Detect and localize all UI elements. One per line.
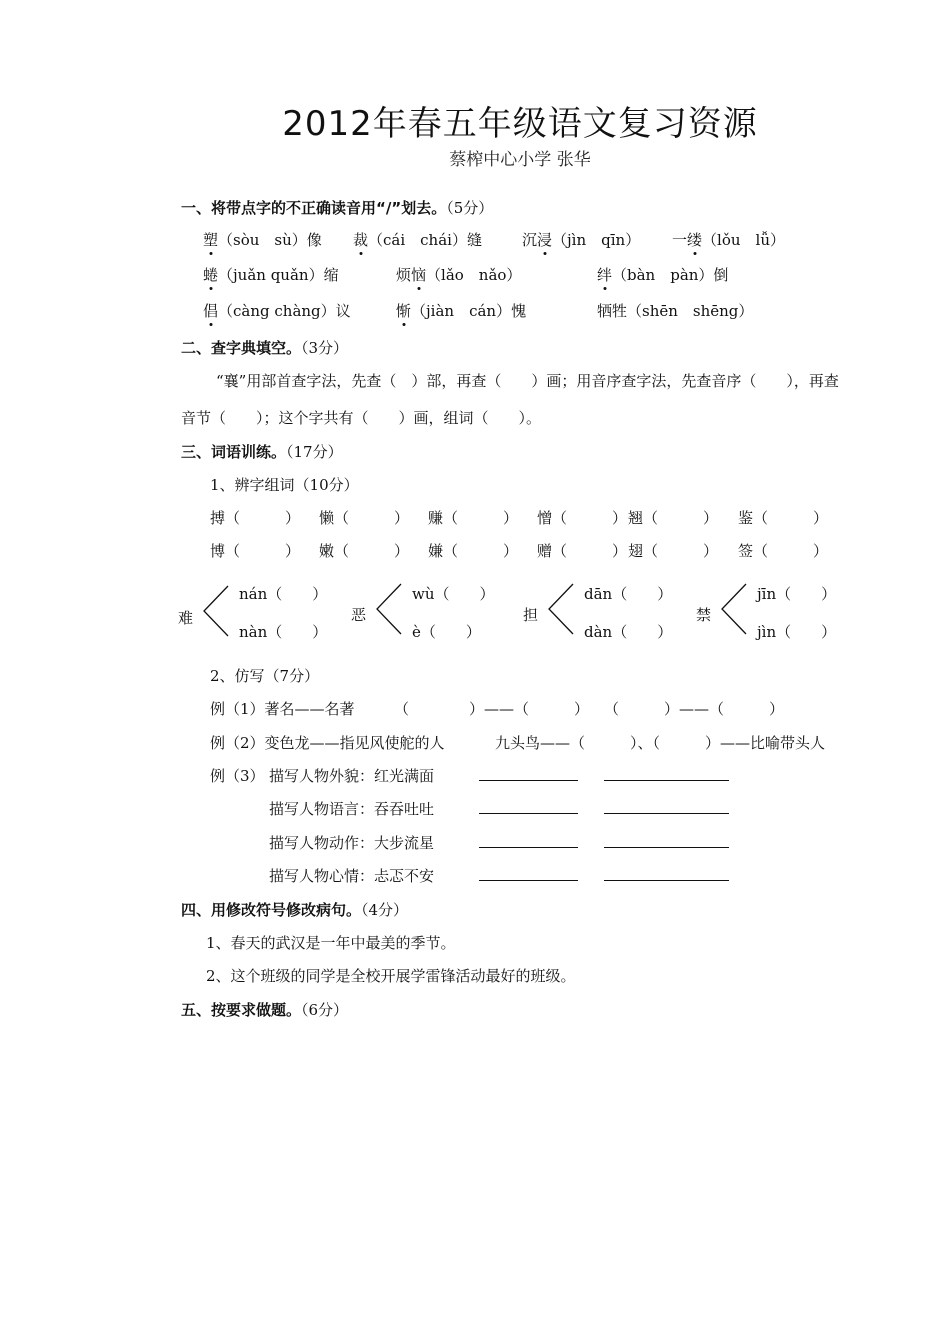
- polyphone-reading: è（ ）: [412, 623, 481, 641]
- section-5-heading: 五、按要求做题。（6分）: [181, 1001, 349, 1019]
- polyphone-reading: nán（ ）: [239, 585, 328, 603]
- s1-item: 惭（jiàn cán）愧: [396, 302, 527, 320]
- s1-item: 烦恼（lǎo nǎo）: [396, 266, 522, 284]
- word-pair-item: 博（ ）: [210, 542, 301, 560]
- example-1-blanks: （ ）——（ ） （ ）——（ ）: [394, 700, 785, 718]
- s1-item: 蜷（juǎn quǎn）缩: [203, 266, 339, 284]
- s1-item: 绊（bàn pàn）倒: [597, 266, 729, 284]
- s1-item: 裁（cái chái）缝: [353, 231, 482, 249]
- word-pair-item: 憎（ ）: [537, 509, 628, 527]
- word-pair-item: 搏（ ）: [210, 509, 301, 527]
- answer-line[interactable]: [604, 766, 729, 781]
- s1-item: 塑（sòu sù）像: [203, 231, 322, 249]
- word-pair-item: 赚（ ）: [428, 509, 519, 527]
- example-2-rest: 九头鸟——（ ）、（ ）——比喻带头人: [495, 734, 826, 752]
- word-pair-item: 翅（ ）: [628, 542, 719, 560]
- s3-sub-2: 2、仿写（7分）: [210, 667, 320, 685]
- s2-question-line-2: 音节（ ）；这个字共有（ ）画，组词（ ）。: [181, 409, 542, 427]
- section-2-heading: 二、查字典填空。（3分）: [181, 339, 349, 357]
- bracket-icon: [718, 582, 750, 636]
- polyphone-char: 难: [178, 609, 194, 627]
- example-3-item: 描写人物心情：忐忑不安: [269, 867, 435, 885]
- example-3-prefix: 例（3）: [210, 767, 265, 785]
- example-3-item: 描写人物语言：吞吞吐吐: [269, 800, 435, 818]
- example-3-item: 描写人物外貌：红光满面: [269, 767, 435, 785]
- bracket-icon: [373, 582, 405, 636]
- word-pair-item: 鉴（ ）: [738, 509, 829, 527]
- word-pair-item: 嫩（ ）: [319, 542, 410, 560]
- word-pair-item: 嫌（ ）: [428, 542, 519, 560]
- s1-item: 牺牲（shēn shēng）: [597, 302, 754, 320]
- s1-item: 沉浸（jìn qīn）: [522, 231, 641, 249]
- polyphone-char: 担: [523, 606, 539, 624]
- sentence-item: 1、春天的武汉是一年中最美的季节。: [206, 934, 456, 952]
- s1-item: 一缕（lǒu lǚ）: [672, 231, 785, 249]
- word-pair-item: 懒（ ）: [319, 509, 410, 527]
- polyphone-reading: jìn（ ）: [757, 623, 837, 641]
- page-title: 2012年春五年级语文复习资源: [282, 104, 758, 144]
- answer-line[interactable]: [479, 766, 578, 781]
- answer-line[interactable]: [479, 799, 578, 814]
- polyphone-reading: wù（ ）: [412, 585, 495, 603]
- example-1-label: 例（1）著名——名著: [210, 700, 355, 718]
- s1-item: 倡（càng chàng）议: [203, 302, 351, 320]
- answer-line[interactable]: [604, 866, 729, 881]
- polyphone-reading: dān（ ）: [584, 585, 673, 603]
- polyphone-reading: nàn（ ）: [239, 623, 328, 641]
- example-2-label: 例（2）变色龙——指见风使舵的人: [210, 734, 445, 752]
- answer-line[interactable]: [479, 833, 578, 848]
- example-3-item: 描写人物动作：大步流星: [269, 834, 435, 852]
- answer-line[interactable]: [604, 799, 729, 814]
- section-3-heading: 三、词语训练。（17分）: [181, 443, 343, 461]
- polyphone-char: 禁: [696, 606, 712, 624]
- word-pair-item: 赠（ ）: [537, 542, 628, 560]
- polyphone-char: 恶: [351, 606, 367, 624]
- bracket-icon: [200, 584, 232, 638]
- section-1-heading: 一、将带点字的不正确读音用“/”划去。（5分）: [181, 199, 494, 217]
- section-4-heading: 四、用修改符号修改病句。（4分）: [181, 901, 409, 919]
- bracket-icon: [545, 582, 577, 636]
- sentence-item: 2、这个班级的同学是全校开展学雷锋活动最好的班级。: [206, 967, 576, 985]
- answer-line[interactable]: [604, 833, 729, 848]
- author-line: 蔡榨中心小学 张华: [449, 150, 591, 170]
- s3-sub-1: 1、辨字组词（10分）: [210, 476, 359, 494]
- word-pair-item: 翘（ ）: [628, 509, 719, 527]
- polyphone-reading: dàn（ ）: [584, 623, 673, 641]
- word-pair-item: 签（ ）: [738, 542, 829, 560]
- answer-line[interactable]: [479, 866, 578, 881]
- s2-question-line-1: “襄”用部首查字法，先查（ ）部，再查（ ）画；用音序查字法，先查音序（ ），再查: [216, 372, 839, 390]
- polyphone-reading: jīn（ ）: [757, 585, 837, 603]
